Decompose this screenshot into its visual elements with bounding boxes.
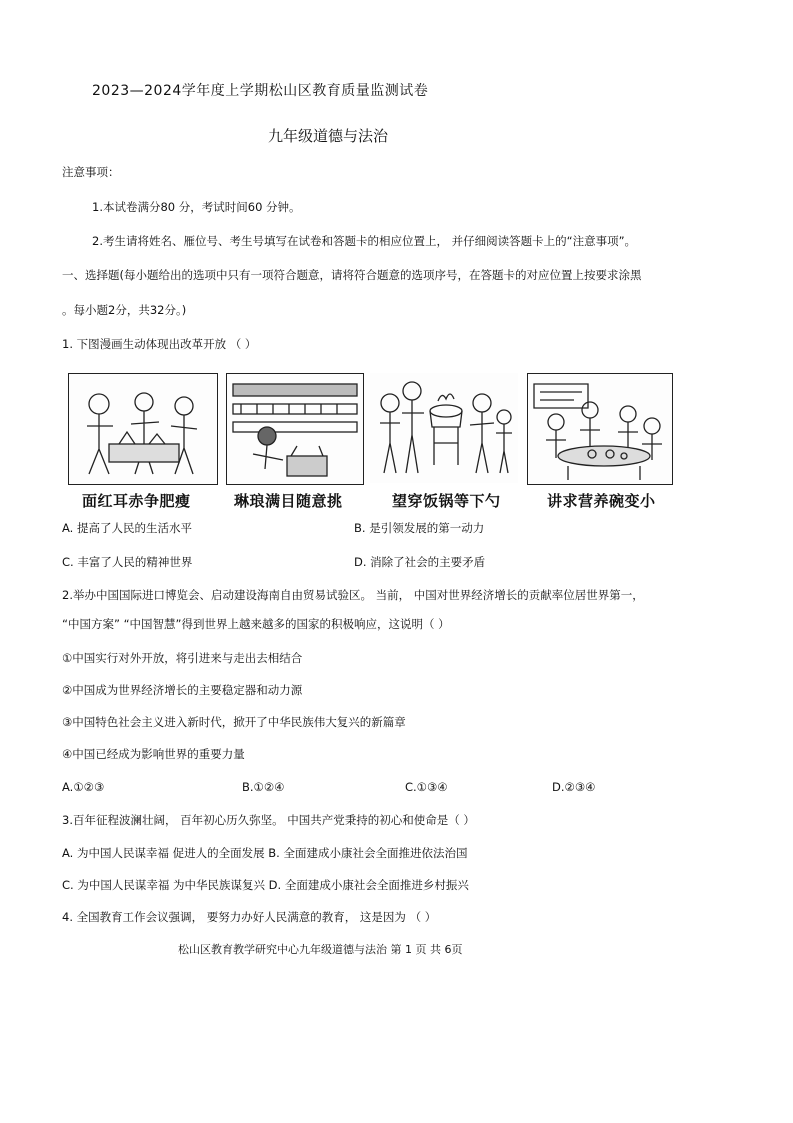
q2-stem-line2: “中国方案” “中国智慧”得到世界上越来越多的国家的积极响应，这说明（ ） xyxy=(62,617,450,631)
exam-title: 2023—2024学年度上学期松山区教育质量监测试卷 xyxy=(92,83,429,99)
notice-item-1: 1.本试卷满分80 分，考试时间60 分钟。 xyxy=(92,200,301,214)
q1-option-a: A. 提高了人民的生活水平 xyxy=(62,521,192,535)
q2-statement-2: ②中国成为世界经济增长的主要稳定器和动力源 xyxy=(62,683,303,697)
q2-statement-4: ④中国已经成为影响世界的重要力量 xyxy=(62,747,245,761)
cartoon-caption-4: 讲求营养碗变小 xyxy=(547,492,656,510)
q2-stem-line1: 2.举办中国国际进口博览会、启动建设海南自由贸易试验区。 当前， 中国对世界经济增长的贡献率位居世界第一， xyxy=(62,588,644,602)
cartoon-panel-1 xyxy=(68,373,218,485)
cartoon-caption-1: 面红耳赤争肥瘦 xyxy=(82,492,191,510)
q2-statement-3: ③中国特色社会主义进入新时代，掀开了中华民族伟大复兴的新篇章 xyxy=(62,715,406,729)
q2-option-b: B.①②④ xyxy=(242,780,285,794)
q2-option-c: C.①③④ xyxy=(405,780,448,794)
notice-heading: 注意事项： xyxy=(62,165,120,179)
cartoon-panel-4 xyxy=(527,373,673,485)
q1-option-d: D. 消除了社会的主要矛盾 xyxy=(354,555,486,569)
q3-options-cd: C. 为中国人民谋幸福 为中华民族谋复兴 D. 全面建成小康社会全面推进乡村振兴 xyxy=(62,878,469,892)
q1-stem: 1. 下图漫画生动体现出改革开放 （ ） xyxy=(62,337,257,351)
q2-option-a: A.①②③ xyxy=(62,780,105,794)
q3-stem: 3.百年征程波澜壮阔， 百年初心历久弥坚。 中国共产党秉持的初心和使命是（ ） xyxy=(62,813,475,827)
q1-option-b: B. 是引领发展的第一动力 xyxy=(354,521,485,535)
section-heading-line1: 一、选择题(每小题给出的选项中只有一项符合题意，请将符合题意的选项序号，在答题卡的对应位置上按要求涂黑 xyxy=(62,268,642,282)
notice-item-2: 2.考生请将姓名、雁位号、考生号填写在试卷和答题卡的相应位置上， 并仔细阅读答题卡上的“注意事项”。 xyxy=(92,234,637,248)
q1-option-c: C. 丰富了人民的精神世界 xyxy=(62,555,193,569)
q2-option-d: D.②③④ xyxy=(552,780,596,794)
q4-stem: 4. 全国教育工作会议强调， 要努力办好人民满意的教育， 这是因为 （ ） xyxy=(62,910,437,924)
page-footer: 松山区教育教学研究中心九年级道德与法治 第 1 页 共 6页 xyxy=(178,943,463,956)
exam-subject: 九年级道德与法治 xyxy=(268,127,389,145)
cartoon-panel-2 xyxy=(226,373,364,485)
cartoon-caption-3: 望穿饭锅等下勺 xyxy=(392,492,501,510)
section-heading-line2: 。每小题2分，共32分。) xyxy=(62,303,187,317)
cartoon-caption-2: 琳琅满目随意挑 xyxy=(234,492,343,510)
q3-options-ab: A. 为中国人民谋幸福 促进人的全面发展 B. 全面建成小康社会全面推进依法治国 xyxy=(62,846,468,860)
q2-statement-1: ①中国实行对外开放，将引进来与走出去相结合 xyxy=(62,651,303,665)
cartoon-panel-3 xyxy=(370,373,518,483)
